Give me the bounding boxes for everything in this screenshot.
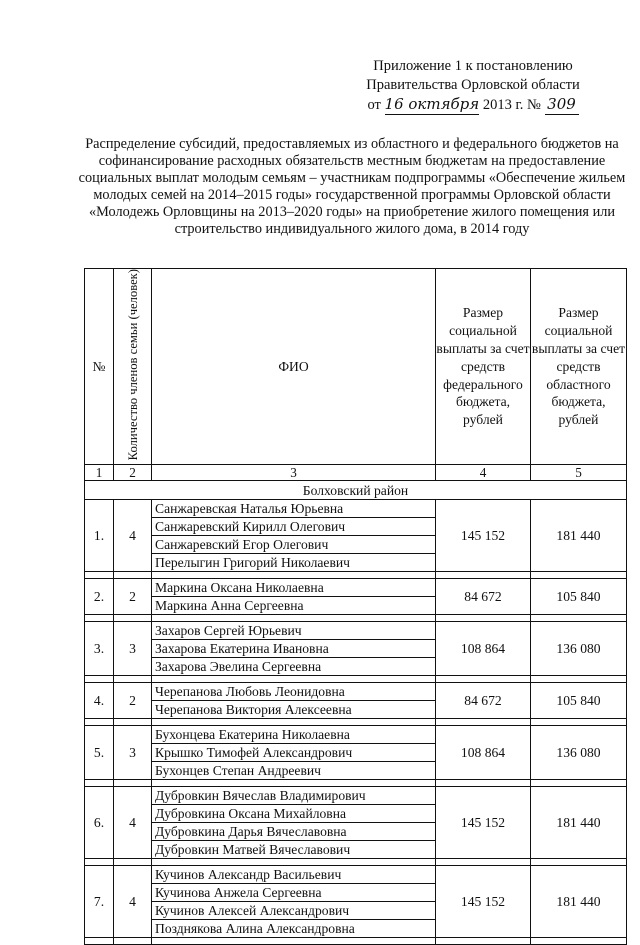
row-number: 1. (85, 500, 114, 572)
regional-amount: 136 080 (531, 726, 627, 780)
gap-cell (114, 676, 152, 683)
federal-amount: 84 672 (436, 683, 531, 719)
gap-cell (531, 938, 627, 945)
column-number: 4 (436, 465, 531, 481)
person-name: Дубровкин Матвей Вячеславович (152, 841, 436, 859)
gap-cell (85, 676, 114, 683)
handwritten-date: 16 октября (384, 95, 480, 113)
person-name: Крышко Тимофей Александрович (152, 744, 436, 762)
person-name: Черепанова Виктория Алексеевна (152, 701, 436, 719)
table-row (85, 787, 627, 805)
gap-cell (85, 719, 114, 726)
gap-cell (436, 572, 531, 579)
gap-cell (436, 859, 531, 866)
regional-amount: 105 840 (531, 683, 627, 719)
person-name: Дубровкин Вячеслав Владимирович (152, 787, 436, 805)
gap-cell (152, 572, 436, 579)
table-row (85, 579, 627, 597)
person-name: Черепанова Любовь Леонидовна (152, 683, 436, 701)
gap-cell (436, 780, 531, 787)
gap-cell (85, 615, 114, 622)
handwritten-number: 309 (545, 95, 579, 115)
header-regional: Размер социальной выплаты за счет средств областного бюджета, рублей (531, 269, 627, 465)
row-number: 4. (85, 683, 114, 719)
group-gap (85, 676, 627, 683)
gap-cell (114, 859, 152, 866)
gap-cell (152, 676, 436, 683)
group-gap (85, 938, 627, 945)
gap-cell (85, 938, 114, 945)
family-size-cell: 4 (114, 500, 152, 572)
group-gap (85, 859, 627, 866)
person-name: Маркина Оксана Николаевна (152, 579, 436, 597)
header-num: № (85, 269, 114, 465)
header-family-size: Количество членов семьи (человек) (114, 269, 152, 465)
subsidy-table (84, 268, 627, 945)
person-name: Бухонцева Екатерина Николаевна (152, 726, 436, 744)
federal-amount: 108 864 (436, 622, 531, 676)
regional-amount: 181 440 (531, 500, 627, 572)
gap-cell (152, 938, 436, 945)
table-row (85, 866, 627, 884)
federal-amount: 145 152 (436, 866, 531, 938)
group-gap (85, 615, 627, 622)
table-row (85, 500, 627, 518)
column-number: 5 (531, 465, 627, 481)
gap-cell (436, 719, 531, 726)
gap-cell (85, 572, 114, 579)
gap-cell (152, 615, 436, 622)
person-name: Кучинова Анжела Сергеевна (152, 884, 436, 902)
row-number: 6. (85, 787, 114, 859)
person-name: Санжаревский Кирилл Олегович (152, 518, 436, 536)
family-size-cell: 4 (114, 866, 152, 938)
federal-amount: 108 864 (436, 726, 531, 780)
gap-cell (152, 719, 436, 726)
person-name: Дубровкина Дарья Вячеславовна (152, 823, 436, 841)
appendix-date-line (338, 95, 608, 115)
gap-cell (114, 780, 152, 787)
gap-cell (85, 780, 114, 787)
header-federal: Размер социальной выплаты за счет средств федерального бюджета, рублей (436, 269, 531, 465)
person-name: Перелыгин Григорий Николаевич (152, 554, 436, 572)
gap-cell (152, 780, 436, 787)
table-header-row (85, 269, 627, 465)
gap-cell (152, 859, 436, 866)
person-name: Санжаревская Наталья Юрьевна (152, 500, 436, 518)
group-gap (85, 719, 627, 726)
district-name: Болховский район (85, 481, 627, 500)
gap-cell (531, 615, 627, 622)
row-number: 3. (85, 622, 114, 676)
person-name: Санжаревский Егор Олегович (152, 536, 436, 554)
regional-amount: 181 440 (531, 787, 627, 859)
family-size-cell: 2 (114, 683, 152, 719)
appendix-header (338, 57, 608, 115)
person-name: Кучинов Алексей Александрович (152, 902, 436, 920)
table-row (85, 622, 627, 640)
gap-cell (114, 938, 152, 945)
federal-amount: 145 152 (436, 787, 531, 859)
row-number: 5. (85, 726, 114, 780)
column-number: 2 (114, 465, 152, 481)
group-gap (85, 780, 627, 787)
column-number: 3 (152, 465, 436, 481)
gap-cell (531, 719, 627, 726)
column-number: 1 (85, 465, 114, 481)
date-prefix: от (367, 97, 381, 113)
table-row (85, 683, 627, 701)
appendix-line-2: Правительства Орловской области (366, 77, 580, 93)
gap-cell (436, 938, 531, 945)
regional-amount: 181 440 (531, 866, 627, 938)
person-name: Позднякова Алина Александровна (152, 920, 436, 938)
gap-cell (436, 615, 531, 622)
gap-cell (531, 676, 627, 683)
gap-cell (114, 719, 152, 726)
gap-cell (531, 780, 627, 787)
person-name: Дубровкина Оксана Михайловна (152, 805, 436, 823)
federal-amount: 84 672 (436, 579, 531, 615)
person-name: Захарова Эвелина Сергеевна (152, 658, 436, 676)
regional-amount: 136 080 (531, 622, 627, 676)
district-row (85, 481, 627, 500)
gap-cell (114, 615, 152, 622)
gap-cell (436, 676, 531, 683)
family-size-cell: 2 (114, 579, 152, 615)
person-name: Захаров Сергей Юрьевич (152, 622, 436, 640)
table-row (85, 726, 627, 744)
row-number: 7. (85, 866, 114, 938)
column-number-row (85, 465, 627, 481)
person-name: Кучинов Александр Васильевич (152, 866, 436, 884)
person-name: Маркина Анна Сергеевна (152, 597, 436, 615)
date-suffix: 2013 г. № (482, 97, 541, 113)
gap-cell (85, 859, 114, 866)
gap-cell (531, 859, 627, 866)
family-size-cell: 4 (114, 787, 152, 859)
row-number: 2. (85, 579, 114, 615)
family-size-cell: 3 (114, 622, 152, 676)
family-size-cell: 3 (114, 726, 152, 780)
document-title: Распределение субсидий, предоставляемых из областного и федерального бюджетов на софинансирование расходных обязательств местным бюджетам на предоставление социальных выплат молодым семьям – участникам подпрограммы «Обеспечение жильем молодых семей на 2014–2015 годы» государственной программы Орловской области «Молодежь Орловщины на 2013–2020 годы» на приобретение жилого помещения или строительство индивидуального жилого дома, в 2014 году (78, 136, 626, 238)
header-fio: ФИО (152, 269, 436, 465)
gap-cell (531, 572, 627, 579)
gap-cell (114, 572, 152, 579)
group-gap (85, 572, 627, 579)
person-name: Захарова Екатерина Ивановна (152, 640, 436, 658)
person-name: Бухонцев Степан Андреевич (152, 762, 436, 780)
regional-amount: 105 840 (531, 579, 627, 615)
federal-amount: 145 152 (436, 500, 531, 572)
appendix-line-1: Приложение 1 к постановлению (373, 58, 573, 74)
